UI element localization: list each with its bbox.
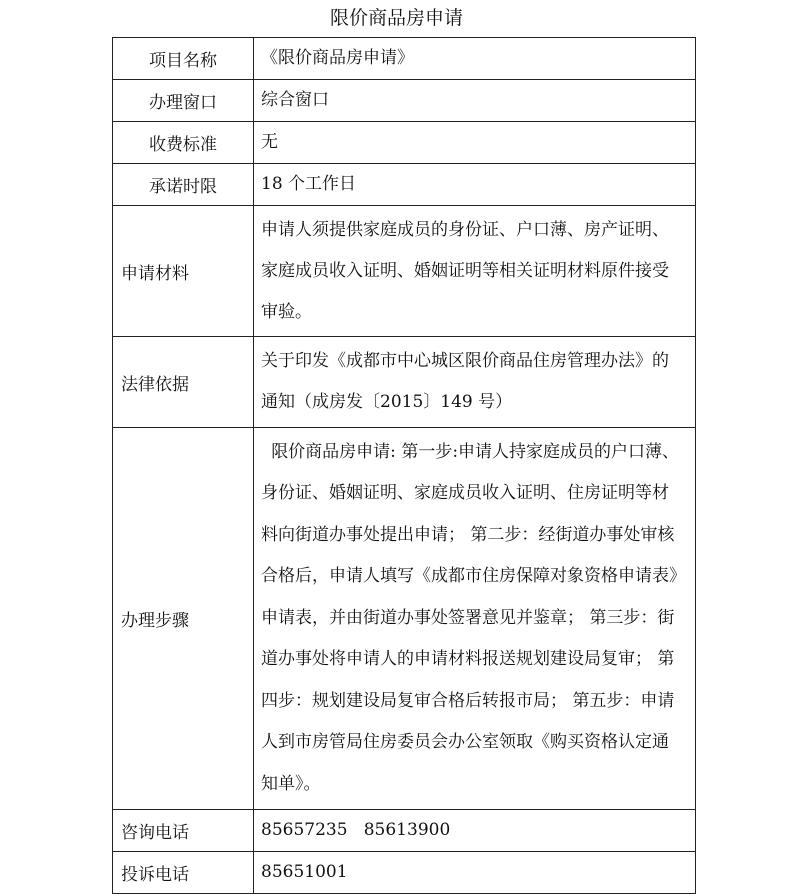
table-row-time-limit — [113, 164, 696, 206]
row-label: 申请材料 — [113, 206, 254, 337]
row-value: 申请人须提供家庭成员的身份证、户口薄、房产证明、家庭成员收入证明、婚姻证明等相关证明材料原件接受审验。 — [254, 206, 696, 337]
row-label: 投诉电话 — [113, 852, 254, 894]
row-value: 《限价商品房申请》 — [254, 38, 696, 80]
row-label: 咨询电话 — [113, 810, 254, 852]
page-title: 限价商品房申请 — [329, 7, 463, 29]
row-label: 项目名称 — [113, 38, 254, 80]
table-row-project-name — [113, 38, 696, 80]
table-row-fee-standard — [113, 122, 696, 164]
table-row-inquiry-phone — [113, 810, 696, 852]
row-value: 85651001 — [254, 852, 696, 894]
row-label: 办理窗口 — [113, 80, 254, 122]
table-row-materials — [113, 206, 696, 337]
row-label: 办理步骤 — [113, 428, 254, 810]
row-label: 法律依据 — [113, 337, 254, 428]
row-value: 综合窗口 — [254, 80, 696, 122]
row-label: 承诺时限 — [113, 164, 254, 206]
row-value: 限价商品房申请: 第一步:申请人持家庭成员的户口薄、身份证、婚姻证明、家庭成员收入证明、住房证明等材料向街道办事处提出申请； 第二步：经街道办事处审核合格后，申请人填写《成都市住房保障对象资格申请表》申请表，并由街道办事处签署意见并鉴章； 第三步：街道办事处将申请人的申请材料报送规划建设局复审； 第四步：规划建设局复审合格后转报市局； 第五步：申请人到市房管局住房委员会办公室领取《购买资格认定通知单》。 — [261, 441, 680, 794]
row-value: 18 个工作日 — [254, 164, 696, 206]
table-row-procedure-steps — [113, 428, 696, 810]
row-label: 收费标准 — [113, 122, 254, 164]
row-value: 无 — [254, 122, 696, 164]
row-value: 85657235 85613900 — [254, 810, 696, 852]
row-value-cell — [254, 428, 696, 810]
table-row-service-window — [113, 80, 696, 122]
application-info-table — [112, 37, 696, 894]
row-value: 关于印发《成都市中心城区限价商品住房管理办法》的通知（成房发〔2015〕149 号） — [254, 337, 696, 428]
table-row-complaint-phone — [113, 852, 696, 894]
table-row-legal-basis — [113, 337, 696, 428]
